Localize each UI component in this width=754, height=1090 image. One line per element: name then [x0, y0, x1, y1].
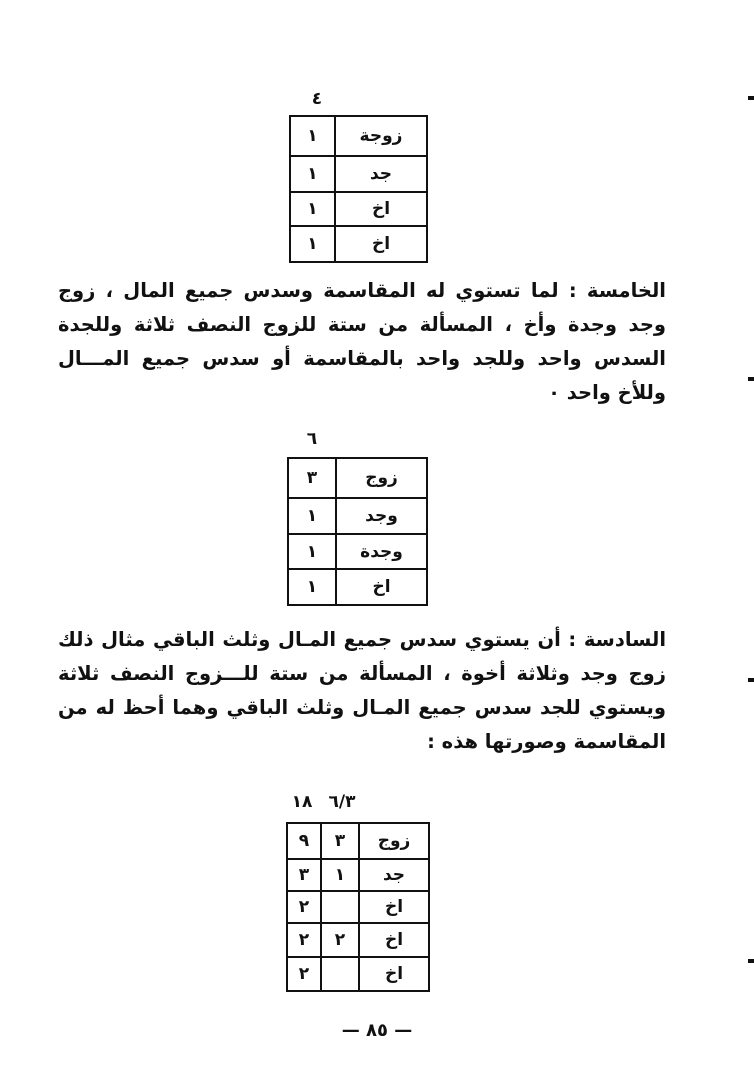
paragraph-fifth-case: الخامسة : لما تستوي له المقاسمة وسدس جميع المال ، زوج وجد وجدة وأخ ، المسألة من ستة للزوج النصف ثلاثة وللجدة السدس واحد وللجد واحد بالمقاسمة أو سدس جميع المـــال وللأخ واحد ٠ — [58, 279, 666, 404]
table-row — [290, 156, 427, 192]
scan-edge-mark — [748, 678, 754, 682]
table-row — [287, 859, 429, 891]
heir-cell: وجدة — [336, 534, 427, 569]
table1-total: ٤ — [311, 89, 323, 109]
heir-cell: اخ — [359, 923, 429, 957]
share-cell: ١ — [290, 192, 335, 226]
table-row — [288, 534, 427, 569]
second-share-cell: ٣ — [287, 859, 321, 891]
table-row — [287, 957, 429, 991]
first-share-cell — [321, 957, 359, 991]
share-cell: ١ — [290, 116, 335, 156]
table-row — [288, 498, 427, 534]
table-row — [290, 192, 427, 226]
share-cell: ١ — [290, 226, 335, 262]
heir-cell: زوج — [336, 458, 427, 498]
table-row — [287, 891, 429, 923]
table-row — [287, 823, 429, 859]
heir-cell: وجد — [336, 498, 427, 534]
second-share-cell: ٩ — [287, 823, 321, 859]
table-row — [290, 226, 427, 262]
heir-cell: اخ — [359, 891, 429, 923]
table2 — [287, 457, 428, 606]
table1 — [289, 115, 428, 263]
table2-total: ٦ — [306, 429, 318, 449]
table-row — [290, 116, 427, 156]
share-cell: ١ — [288, 498, 336, 534]
heir-cell: جد — [359, 859, 429, 891]
heir-cell: اخ — [335, 226, 427, 262]
scan-edge-mark — [748, 959, 754, 963]
share-cell: ١ — [288, 534, 336, 569]
share-cell: ٣ — [288, 458, 336, 498]
first-share-cell — [321, 891, 359, 923]
second-share-cell: ٢ — [287, 923, 321, 957]
first-share-cell: ٣ — [321, 823, 359, 859]
heir-cell: اخ — [335, 192, 427, 226]
table-row — [288, 458, 427, 498]
share-cell: ١ — [288, 569, 336, 605]
heir-cell: اخ — [336, 569, 427, 605]
second-share-cell: ٢ — [287, 891, 321, 923]
scan-edge-mark — [748, 96, 754, 100]
table-row — [288, 569, 427, 605]
heir-cell: زوج — [359, 823, 429, 859]
scan-edge-mark — [748, 377, 754, 381]
share-cell: ١ — [290, 156, 335, 192]
table3-header-second: ١٨ — [291, 792, 313, 812]
paragraph-sixth-case: السادسة : أن يستوي سدس جميع المـال وثلث الباقي مثال ذلك زوج وجد وثلاثة أخوة ، المسألة من ستة للـــزوج النصف ثلاثة ويستوي للجد سدس جميع المـال وثلث الباقي وهما أحظ له من المقاسمة وصورتها هذه : — [58, 628, 666, 753]
heir-cell: جد — [335, 156, 427, 192]
second-share-cell: ٢ — [287, 957, 321, 991]
heir-cell: زوجة — [335, 116, 427, 156]
page-number: — ٨٥ — — [341, 1020, 413, 1041]
first-share-cell: ٢ — [321, 923, 359, 957]
heir-cell: اخ — [359, 957, 429, 991]
table3-header-first: ٦/٣ — [328, 792, 356, 812]
table3 — [286, 822, 430, 992]
table-row — [287, 923, 429, 957]
first-share-cell: ١ — [321, 859, 359, 891]
